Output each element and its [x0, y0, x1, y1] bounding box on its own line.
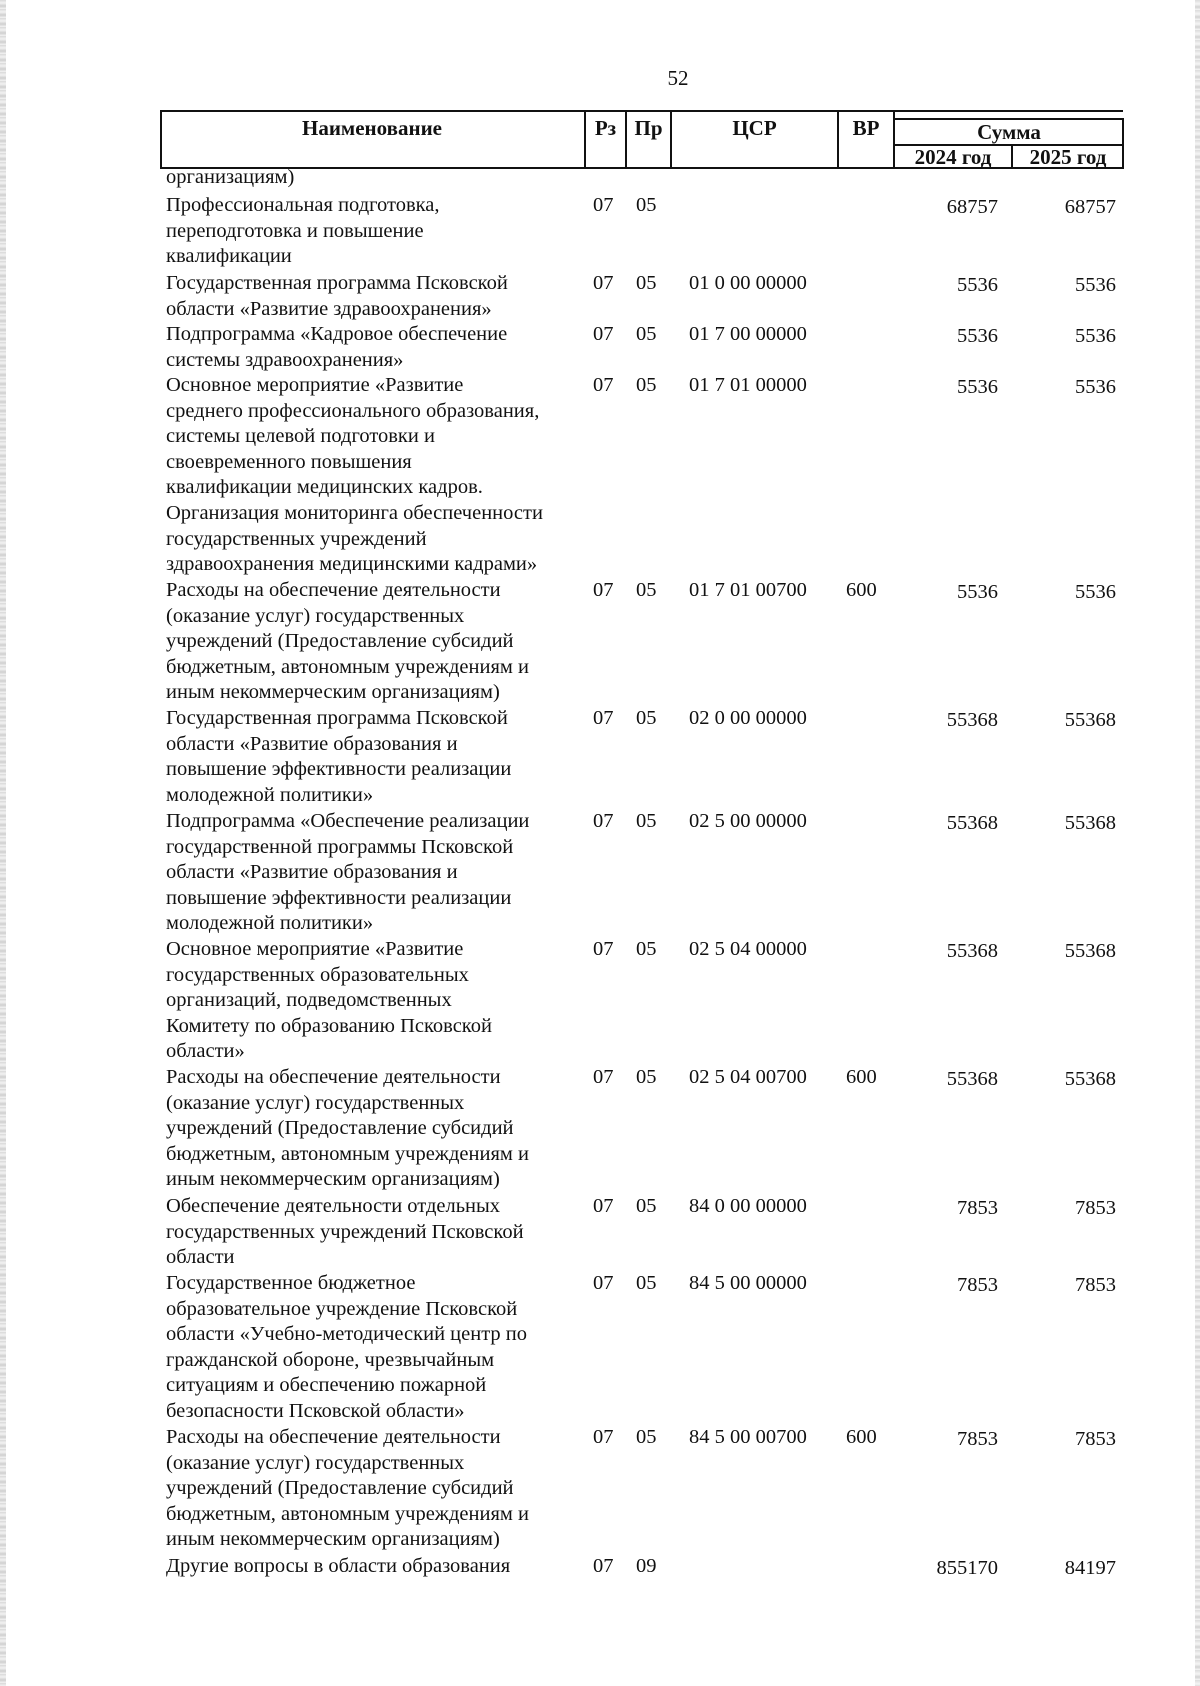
row-rz: 07: [593, 1272, 614, 1294]
row-name: Другие вопросы в области образования: [166, 1555, 511, 1577]
row-pr: 05: [636, 579, 657, 601]
row-sum-2024: 5536: [957, 581, 998, 603]
row-pr: 05: [636, 1195, 657, 1217]
scan-edge-right: [1195, 0, 1200, 1686]
row-csr: 01 7 00 00000: [689, 323, 807, 345]
row-sum-2024: 55368: [946, 940, 998, 962]
row-csr: 84 5 00 00000: [689, 1272, 807, 1294]
row-csr: 02 5 04 00700: [689, 1066, 807, 1088]
row-sum-2024: 7853: [957, 1428, 998, 1450]
row-name: Расходы на обеспечение деятельности (оказание услуг) государственных учреждений (Предоставление субсидий бюджетным, автономным учреждениям и иным некоммерческим организациям): [166, 1426, 529, 1551]
row-csr: 02 5 04 00000: [689, 938, 807, 960]
scan-edge-left: [0, 0, 6, 1686]
row-name: Государственная программа Псковской области «Развитие образования и повышение эффективности реализации молодежной политики»: [166, 707, 512, 806]
row-sum-2024: 855170: [936, 1557, 998, 1579]
row-sum-2025: 55368: [1064, 812, 1116, 834]
row-vr: 600: [846, 1426, 877, 1448]
row-name: Подпрограмма «Кадровое обеспечение системы здравоохранения»: [166, 323, 508, 371]
row-sum-2025: 84197: [1064, 1557, 1116, 1579]
row-rz: 07: [593, 272, 614, 294]
row-sum-2024: 55368: [946, 812, 998, 834]
header-csr: ЦСР: [732, 116, 777, 140]
row-sum-2025: 55368: [1064, 940, 1116, 962]
row-sum-2024: 5536: [957, 274, 998, 296]
row-rz: 07: [593, 810, 614, 832]
row-pr: 05: [636, 707, 657, 729]
row-rz: 07: [593, 1066, 614, 1088]
header-pr: Пр: [634, 116, 663, 140]
row-sum-2025: 5536: [1075, 581, 1116, 603]
page-number: 52: [667, 66, 689, 90]
row-csr: 84 5 00 00700: [689, 1426, 807, 1448]
row-name: Основное мероприятие «Развитие государственных образовательных организаций, подведомственных Комитету по образованию Псковской области»: [166, 938, 492, 1063]
row-pr: 05: [636, 1272, 657, 1294]
row-pr: 09: [636, 1555, 657, 1577]
row-pr: 05: [636, 374, 657, 396]
row-name: Профессиональная подготовка, переподготовка и повышение квалификации: [166, 194, 440, 268]
row-csr: 84 0 00 00000: [689, 1195, 807, 1217]
row-pr: 05: [636, 1426, 657, 1448]
header-name: Наименование: [302, 116, 442, 140]
row-rz: 07: [593, 194, 614, 216]
row-rz: 07: [593, 1195, 614, 1217]
row-sum-2025: 5536: [1075, 376, 1116, 398]
row-rz: 07: [593, 938, 614, 960]
header-vr: ВР: [852, 116, 880, 140]
header-year-2024: 2024 год: [914, 145, 992, 169]
row-rz: 07: [593, 579, 614, 601]
header-rz: Рз: [594, 116, 617, 140]
row-vr: 600: [846, 1066, 877, 1088]
row-sum-2025: 5536: [1075, 274, 1116, 296]
table-header: [160, 110, 1123, 169]
row-csr: 02 5 00 00000: [689, 810, 807, 832]
header-year-2025: 2025 год: [1029, 145, 1107, 169]
row-csr: 02 0 00 00000: [689, 707, 807, 729]
row-name: организациям): [166, 166, 295, 188]
row-rz: 07: [593, 1555, 614, 1577]
row-name: Обеспечение деятельности отдельных государственных учреждений Псковской области: [166, 1195, 524, 1269]
row-csr: 01 0 00 00000: [689, 272, 807, 294]
row-rz: 07: [593, 374, 614, 396]
row-sum-2024: 55368: [946, 709, 998, 731]
row-sum-2025: 55368: [1064, 1068, 1116, 1090]
row-pr: 05: [636, 272, 657, 294]
row-rz: 07: [593, 323, 614, 345]
row-pr: 05: [636, 323, 657, 345]
row-sum-2025: 5536: [1075, 325, 1116, 347]
row-name: Расходы на обеспечение деятельности (оказание услуг) государственных учреждений (Предоставление субсидий бюджетным, автономным учреждениям и иным некоммерческим организациям): [166, 579, 529, 704]
row-name: Подпрограмма «Обеспечение реализации государственной программы Псковской области «Развитие образования и повышение эффективности реализации молодежной политики»: [166, 810, 530, 935]
row-sum-2024: 7853: [957, 1274, 998, 1296]
row-sum-2024: 5536: [957, 325, 998, 347]
row-sum-2025: 7853: [1075, 1274, 1116, 1296]
row-sum-2024: 7853: [957, 1197, 998, 1219]
row-name: Расходы на обеспечение деятельности (оказание услуг) государственных учреждений (Предоставление субсидий бюджетным, автономным учреждениям и иным некоммерческим организациям): [166, 1066, 529, 1191]
row-sum-2025: 7853: [1075, 1197, 1116, 1219]
row-pr: 05: [636, 938, 657, 960]
row-rz: 07: [593, 1426, 614, 1448]
header-sum: Сумма: [977, 120, 1041, 144]
row-pr: 05: [636, 810, 657, 832]
row-vr: 600: [846, 579, 877, 601]
row-sum-2024: 5536: [957, 376, 998, 398]
row-csr: 01 7 01 00000: [689, 374, 807, 396]
row-name: Государственное бюджетное образовательное учреждение Псковской области «Учебно-методический центр по гражданской обороне, чрезвычайным ситуациям и обеспечению пожарной безопасности Псковской области»: [166, 1272, 528, 1422]
row-pr: 05: [636, 194, 657, 216]
row-name: Основное мероприятие «Развитие среднего профессионального образования, системы целевой подготовки и своевременного повышения квалификации медицинских кадров. Организация мониторинга обеспеченности государственных учреждений здравоохранения медицинскими кадрами»: [166, 374, 543, 576]
row-sum-2024: 55368: [946, 1068, 998, 1090]
row-sum-2025: 68757: [1064, 196, 1116, 218]
row-rz: 07: [593, 707, 614, 729]
row-sum-2025: 7853: [1075, 1428, 1116, 1450]
row-sum-2025: 55368: [1064, 709, 1116, 731]
row-name: Государственная программа Псковской области «Развитие здравоохранения»: [166, 272, 508, 320]
row-pr: 05: [636, 1066, 657, 1088]
row-csr: 01 7 01 00700: [689, 579, 807, 601]
row-sum-2024: 68757: [946, 196, 998, 218]
